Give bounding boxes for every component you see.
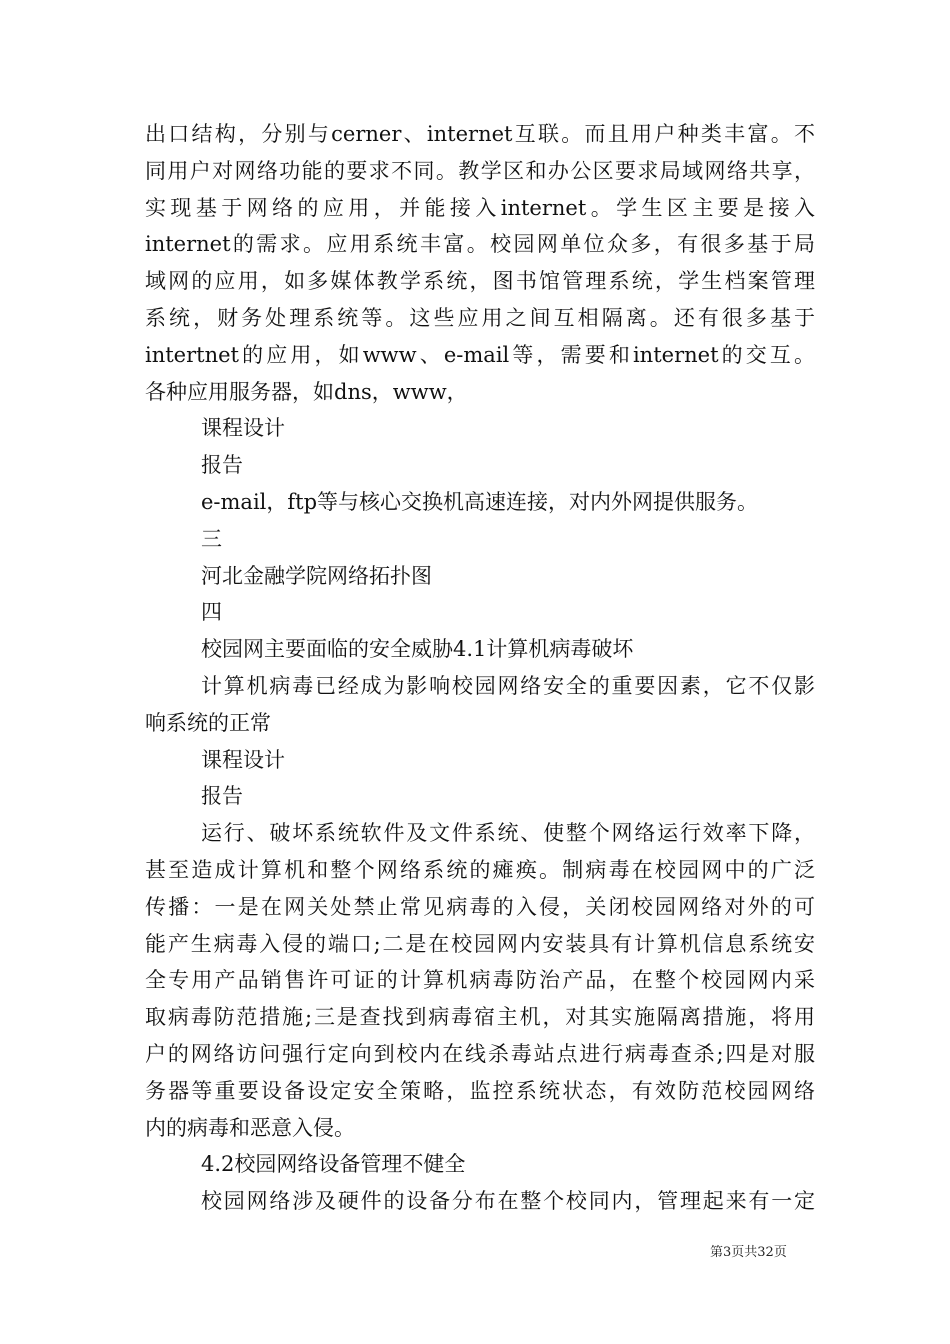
document-body [145, 116, 815, 1220]
page-number-footer: 第3页共32页 [710, 1245, 787, 1260]
text-line: 户的网络访问强行定向到校内在线杀毒站点进行病毒查杀;四是对服 [145, 1041, 815, 1066]
text-line: 能产生病毒入侵的端口;二是在校园网内安装具有计算机信息系统安 [145, 931, 815, 956]
section-label: 课程设计 [201, 416, 285, 441]
text-line: 全专用产品销售许可证的计算机病毒防治产品，在整个校园网内采 [145, 968, 815, 993]
text-line: e-mail，ftp等与核心交换机高速连接，对内外网提供服务。 [201, 489, 759, 514]
section-heading: 4.2校园网络设备管理不健全 [201, 1152, 466, 1177]
text-line: 内的病毒和恶意入侵。 [145, 1115, 355, 1140]
text-line: 同用户对网络功能的要求不同。教学区和办公区要求局域网络共享， [145, 158, 815, 183]
text-line: internet的需求。应用系统丰富。校园网单位众多，有很多基于局 [145, 232, 815, 257]
section-number: 三 [201, 526, 222, 551]
section-heading: 校园网主要面临的安全威胁4.1计算机病毒破坏 [201, 637, 634, 662]
section-label: 报告 [201, 453, 243, 478]
text-line: 校园网络涉及硬件的设备分布在整个校同内，管理起来有一定 [201, 1189, 815, 1214]
section-heading: 河北金融学院网络拓扑图 [201, 563, 432, 588]
text-line: 域网的应用，如多媒体教学系统，图书馆管理系统，学生档案管理 [145, 269, 815, 294]
text-line: 实现基于网络的应用，并能接入internet。学生区主要是接入 [145, 195, 815, 220]
text-line: 取病毒防范措施;三是查找到病毒宿主机，对其实施隔离措施，将用 [145, 1005, 815, 1030]
section-label: 课程设计 [201, 747, 285, 772]
text-line: 出口结构，分别与cerner、internet互联。而且用户种类丰富。不 [145, 122, 815, 146]
text-line: 响系统的正常 [145, 710, 271, 735]
text-line: 传播：一是在网关处禁止常见病毒的入侵，关闭校园网络对外的可 [145, 894, 815, 919]
text-line: intertnet的应用，如www、e-mail等，需要和internet的交互。 [145, 342, 815, 367]
text-line: 运行、破坏系统软件及文件系统、使整个网络运行效率下降， [201, 821, 815, 846]
text-line: 系统，财务处理系统等。这些应用之间互相隔离。还有很多基于 [145, 305, 815, 330]
text-line: 务器等重要设备设定安全策略，监控系统状态，有效防范校园网络 [145, 1078, 815, 1103]
text-line: 各种应用服务器，如dns，www， [145, 379, 468, 404]
section-number: 四 [201, 600, 222, 625]
text-line: 甚至造成计算机和整个网络系统的瘫痪。制病毒在校园网中的广泛 [145, 857, 815, 882]
text-line: 计算机病毒已经成为影响校园网络安全的重要因素，它不仅影 [201, 673, 815, 698]
section-label: 报告 [201, 784, 243, 809]
